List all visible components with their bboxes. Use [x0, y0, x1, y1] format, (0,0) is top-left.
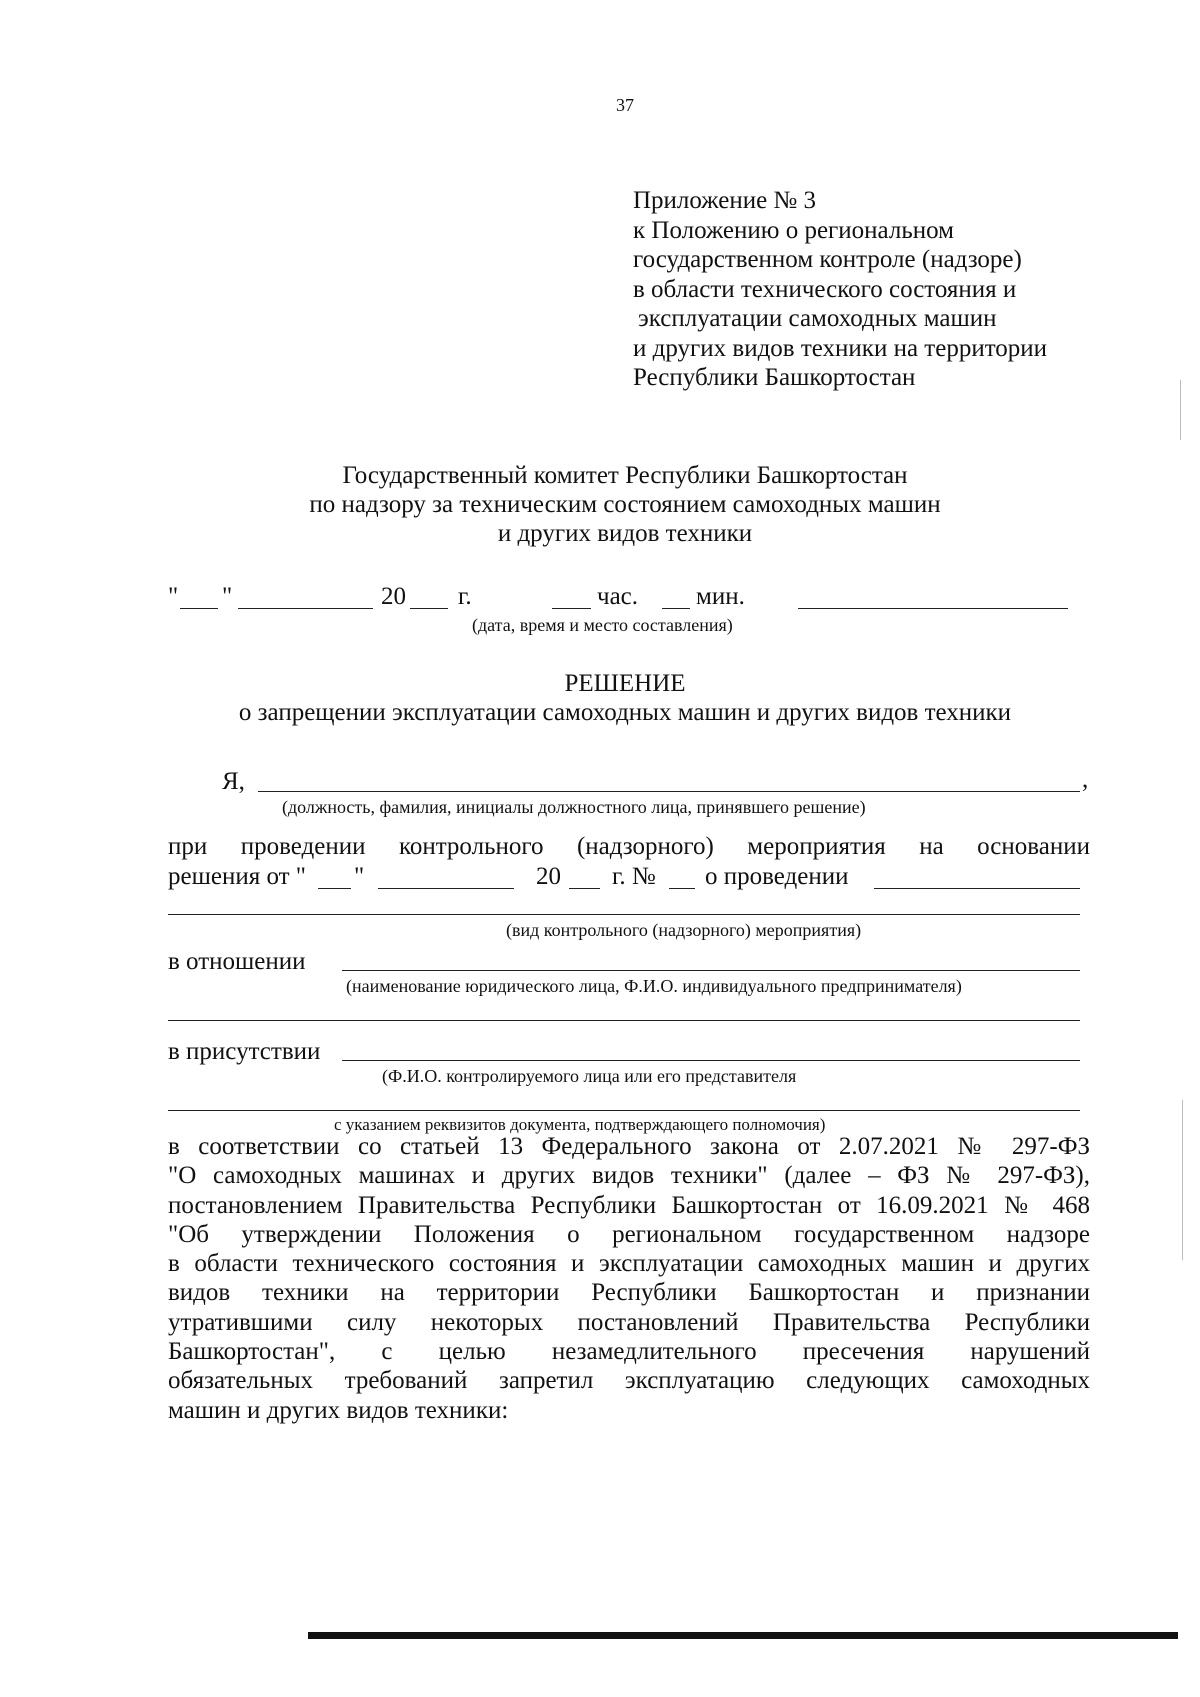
body-line: "Об утверждении Положения о региональном государственном надзоре	[168, 1220, 1090, 1248]
body-line: обязательных требований запретил эксплуатацию следующих самоходных	[168, 1367, 1090, 1395]
year-prefix: 20	[381, 583, 406, 610]
presence-caption: (Ф.И.О. контролируемого лица или его представителя	[382, 1066, 797, 1086]
body-line: в области технического состояния и эксплуатации самоходных машин и других	[168, 1250, 1090, 1278]
appendix-line: и других видов техники на территории	[633, 334, 1048, 362]
document-title: РЕШЕНИЕ	[564, 670, 686, 697]
official-prefix: Я,	[222, 768, 245, 795]
body-line: Башкортостан", с целью незамедлительного пресечения нарушений	[168, 1338, 1090, 1366]
year-field[interactable]	[410, 608, 448, 609]
body-line: видов техники на территории Республики Башкортостан и признании	[168, 1279, 1090, 1307]
document-subtitle: о запрещении эксплуатации самоходных машин и других видов техники	[238, 699, 1012, 726]
regarding-label: в отношении	[168, 948, 306, 975]
decision-month-field[interactable]	[378, 888, 514, 889]
quote-open: "	[168, 583, 179, 610]
body-paragraph	[168, 1132, 1090, 1425]
presence-field[interactable]	[342, 1060, 1080, 1061]
committee-name	[170, 461, 1080, 548]
page-number: 37	[616, 95, 634, 115]
committee-line: Государственный комитет Республики Башкортостан	[342, 462, 908, 489]
day-field[interactable]	[180, 608, 218, 609]
presence-label: в присутствии	[168, 1038, 321, 1065]
scan-bottom-bar	[308, 1632, 1178, 1639]
body-line: постановлением Правительства Республики Башкортостан от 16.09.2021 № 468	[168, 1191, 1090, 1219]
official-field[interactable]	[258, 791, 1080, 792]
official-caption: (должность, фамилия, инициалы должностного лица, принявшего решение)	[282, 797, 866, 817]
event-type-field[interactable]	[874, 888, 1080, 889]
scan-edge-mark	[1182, 1100, 1183, 1260]
presence-caption-2: с указанием реквизитов документа, подтверждающего полномочия)	[334, 1115, 826, 1134]
body-line: "О самоходных машинах и других видов техники" (далее – ФЗ № 297-ФЗ),	[168, 1162, 1090, 1190]
basis-caption: (вид контрольного (надзорного) мероприятия)	[506, 920, 862, 940]
regarding-field[interactable]	[342, 970, 1080, 971]
appendix-line: государственном контроле (надзоре)	[633, 246, 1022, 273]
body-line: утратившими силу некоторых постановлений Правительства Республики	[168, 1308, 1090, 1336]
appendix-line: в области технического состояния и	[633, 275, 1017, 303]
month-field[interactable]	[238, 608, 373, 609]
date-caption: (дата, время и место составления)	[472, 615, 733, 635]
basis-suffix: о проведении	[705, 863, 849, 890]
presence-field-line2[interactable]	[168, 1110, 1080, 1111]
quote-close: "	[222, 583, 233, 610]
decision-number-field[interactable]	[669, 888, 695, 889]
minutes-field[interactable]	[662, 608, 690, 609]
year-suffix: г.	[458, 583, 472, 610]
committee-line: по надзору за техническим состоянием самоходных машин	[309, 491, 941, 518]
place-field[interactable]	[798, 608, 1068, 609]
decision-day-field[interactable]	[318, 888, 351, 889]
appendix-line: Республики Башкортостан	[633, 364, 916, 391]
appendix-header	[633, 186, 1047, 393]
basis-quote: "	[354, 863, 365, 890]
body-line: машин и других видов техники:	[168, 1396, 509, 1424]
hours-label: час.	[597, 583, 639, 610]
regarding-caption: (наименование юридического лица, Ф.И.О. индивидуального предпринимателя)	[346, 976, 962, 996]
appendix-line: эксплуатации самоходных машин	[638, 305, 997, 332]
basis-line: при проведении контрольного (надзорного) мероприятия на основании	[168, 833, 1090, 860]
event-type-field-line2[interactable]	[168, 914, 1080, 915]
basis-decision-prefix: решения от "	[168, 863, 307, 890]
minutes-label: мин.	[696, 583, 745, 610]
hours-field[interactable]	[552, 608, 591, 609]
decision-year-field[interactable]	[569, 888, 600, 889]
appendix-line: Приложение № 3	[633, 187, 817, 214]
appendix-line: к Положению о региональном	[633, 216, 954, 244]
regarding-field-line2[interactable]	[168, 1020, 1080, 1021]
committee-line: и других видов техники	[497, 520, 753, 547]
body-line: в соответствии со статьей 13 Федерального закона от 2.07.2021 № 297-ФЗ	[168, 1133, 1090, 1160]
basis-number-label: г. №	[612, 863, 656, 890]
official-comma: ,	[1082, 766, 1089, 793]
scan-edge-mark	[1180, 380, 1181, 440]
basis-year: 20	[536, 863, 561, 890]
